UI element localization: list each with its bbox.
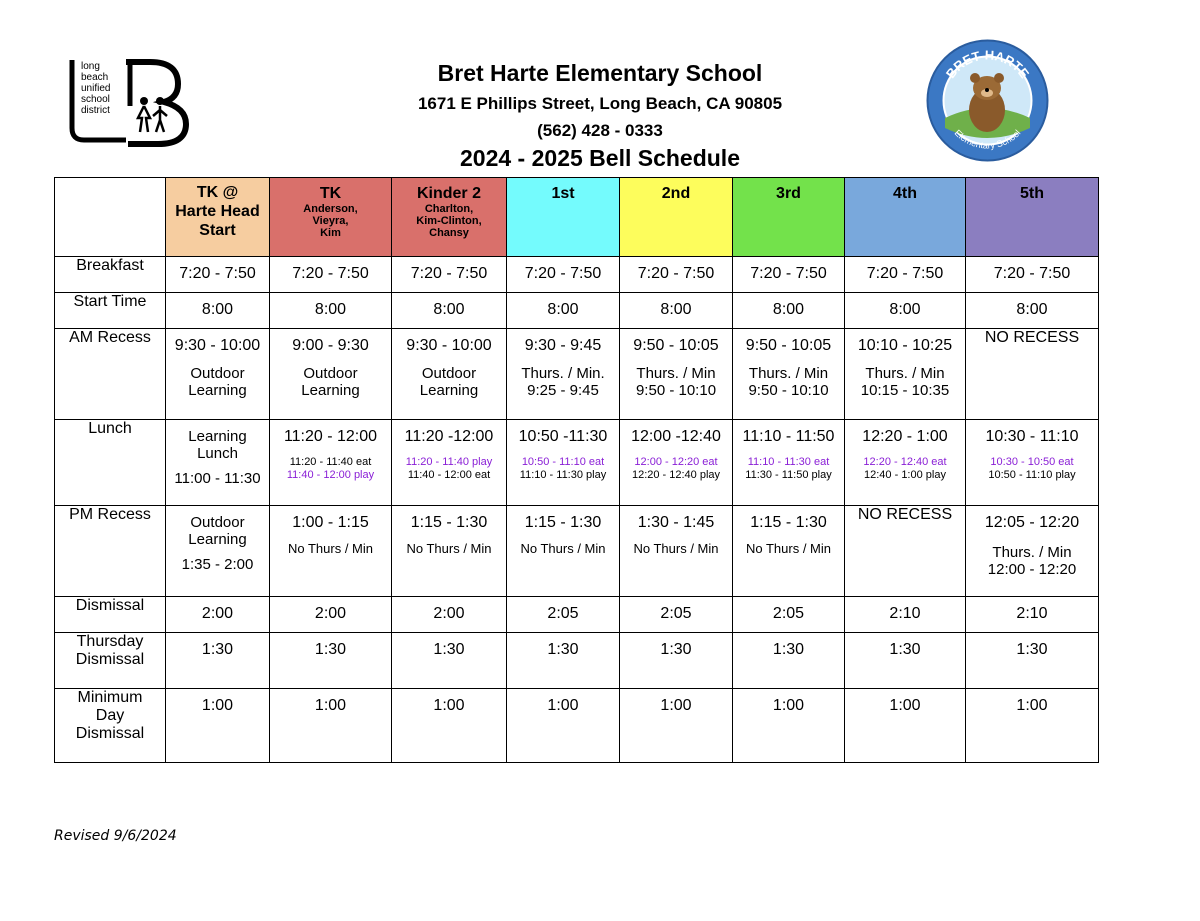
revised-date: Revised 9/6/2024 xyxy=(54,828,177,844)
cell: 1:15 - 1:30 No Thurs / Min xyxy=(392,506,507,597)
cell: 1:30 xyxy=(392,633,507,689)
cell: 2:05 xyxy=(733,597,845,633)
cell: 7:20 - 7:50 xyxy=(966,257,1099,293)
cell: 8:00 xyxy=(392,293,507,329)
school-name: Bret Harte Elementary School xyxy=(437,60,763,86)
cell: 2:00 xyxy=(166,597,270,633)
cell: 8:00 xyxy=(270,293,392,329)
cell: 11:20 - 12:00 11:20 - 11:40 eat 11:40 - 12:00 play xyxy=(270,420,392,506)
row-label-lunch: Lunch xyxy=(55,420,166,506)
cell: 1:15 - 1:30 No Thurs / Min xyxy=(733,506,845,597)
cell: 11:20 -12:00 11:20 - 11:40 play 11:40 - 12:00 eat xyxy=(392,420,507,506)
cell: 1:30 xyxy=(166,633,270,689)
col-header-4th: 4th xyxy=(845,178,966,257)
cell: 1:30 xyxy=(507,633,620,689)
cell: 12:20 - 1:00 12:20 - 12:40 eat 12:40 - 1:00 play xyxy=(845,420,966,506)
cell-no-recess: NO RECESS xyxy=(966,329,1099,420)
cell: 2:05 xyxy=(507,597,620,633)
row-label-minimum-day-dismissal: Minimum Day Dismissal xyxy=(55,689,166,763)
school-crest-logo xyxy=(925,38,1050,163)
cell: 9:30 - 10:00 Outdoor Learning xyxy=(166,329,270,420)
cell: 12:00 -12:40 12:00 - 12:20 eat 12:20 - 12:40 play xyxy=(620,420,733,506)
lbusd-logo-text: long beach unified school district xyxy=(81,61,111,116)
cell: 1:00 xyxy=(270,689,392,763)
row-label-breakfast: Breakfast xyxy=(55,257,166,293)
cell: 8:00 xyxy=(733,293,845,329)
cell: 1:00 xyxy=(392,689,507,763)
cell: 9:30 - 10:00 Outdoor Learning xyxy=(392,329,507,420)
row-thursday-dismissal xyxy=(55,633,1099,689)
row-label-thursday-dismissal: Thursday Dismissal xyxy=(55,633,166,689)
cell: 12:05 - 12:20 Thurs. / Min 12:00 - 12:20 xyxy=(966,506,1099,597)
cell: 8:00 xyxy=(966,293,1099,329)
cell: 1:00 - 1:15 No Thurs / Min xyxy=(270,506,392,597)
cell: 9:00 - 9:30 Outdoor Learning xyxy=(270,329,392,420)
cell: 2:00 xyxy=(270,597,392,633)
col-header-tk: TK Anderson, Vieyra, Kim xyxy=(270,178,392,257)
svg-text:Elementary School: Elementary School xyxy=(952,127,1023,151)
cell: 10:50 -11:30 10:50 - 11:10 eat 11:10 - 11:30 play xyxy=(507,420,620,506)
col-header-5th: 5th xyxy=(966,178,1099,257)
schedule-title: 2024 - 2025 Bell Schedule xyxy=(460,145,740,171)
cell: 1:00 xyxy=(733,689,845,763)
cell: 10:30 - 11:10 10:30 - 10:50 eat 10:50 - 11:10 play xyxy=(966,420,1099,506)
cell: 9:30 - 9:45 Thurs. / Min. 9:25 - 9:45 xyxy=(507,329,620,420)
cell: 7:20 - 7:50 xyxy=(620,257,733,293)
cell: 2:05 xyxy=(620,597,733,633)
cell: 9:50 - 10:05 Thurs. / Min 9:50 - 10:10 xyxy=(733,329,845,420)
col-header-kinder2: Kinder 2 Charlton, Kim-Clinton, Chansy xyxy=(392,178,507,257)
cell: 8:00 xyxy=(166,293,270,329)
cell: 8:00 xyxy=(507,293,620,329)
row-start-time xyxy=(55,293,1099,329)
cell: 1:30 xyxy=(845,633,966,689)
row-label-pm-recess: PM Recess xyxy=(55,506,166,597)
header-row xyxy=(55,178,1099,257)
cell: 1:30 xyxy=(966,633,1099,689)
row-pm-recess xyxy=(55,506,1099,597)
cell-no-recess: NO RECESS xyxy=(845,506,966,597)
row-dismissal xyxy=(55,597,1099,633)
cell: 7:20 - 7:50 xyxy=(507,257,620,293)
row-breakfast xyxy=(55,257,1099,293)
cell: 7:20 - 7:50 xyxy=(270,257,392,293)
school-address: 1671 E Phillips Street, Long Beach, CA 90805 xyxy=(417,94,783,113)
row-label-am-recess: AM Recess xyxy=(55,329,166,420)
cell: 11:10 - 11:50 11:10 - 11:30 eat 11:30 - 11:50 play xyxy=(733,420,845,506)
col-header-1st: 1st xyxy=(507,178,620,257)
cell: 2:10 xyxy=(845,597,966,633)
cell: 1:00 xyxy=(166,689,270,763)
row-lunch xyxy=(55,420,1099,506)
row-label-start-time: Start Time xyxy=(55,293,166,329)
document-header xyxy=(0,0,1200,175)
cell: 2:00 xyxy=(392,597,507,633)
cell: 1:30 xyxy=(620,633,733,689)
cell: 7:20 - 7:50 xyxy=(166,257,270,293)
cell: 1:00 xyxy=(620,689,733,763)
cell: 2:10 xyxy=(966,597,1099,633)
cell: 1:00 xyxy=(966,689,1099,763)
cell: 9:50 - 10:05 Thurs. / Min 9:50 - 10:10 xyxy=(620,329,733,420)
col-header-tk-harte: TK @ Harte Head Start xyxy=(166,178,270,257)
cell: 1:30 xyxy=(270,633,392,689)
bell-schedule-table xyxy=(54,177,1099,763)
cell: 8:00 xyxy=(620,293,733,329)
cell: 7:20 - 7:50 xyxy=(392,257,507,293)
cell: Learning Lunch 11:00 - 11:30 xyxy=(166,420,270,506)
cell: 1:00 xyxy=(507,689,620,763)
cell: Outdoor Learning 1:35 - 2:00 xyxy=(166,506,270,597)
cell: 1:15 - 1:30 No Thurs / Min xyxy=(507,506,620,597)
col-header-3rd: 3rd xyxy=(733,178,845,257)
cell: 10:10 - 10:25 Thurs. / Min 10:15 - 10:35 xyxy=(845,329,966,420)
cell: 7:20 - 7:50 xyxy=(733,257,845,293)
row-label-dismissal: Dismissal xyxy=(55,597,166,633)
row-minimum-day-dismissal xyxy=(55,689,1099,763)
row-am-recess xyxy=(55,329,1099,420)
school-phone: (562) 428 - 0333 xyxy=(537,121,663,140)
header-corner xyxy=(55,178,166,257)
cell: 1:30 - 1:45 No Thurs / Min xyxy=(620,506,733,597)
cell: 8:00 xyxy=(845,293,966,329)
cell: 1:00 xyxy=(845,689,966,763)
svg-text:BRET HARTE: BRET HARTE xyxy=(942,47,1033,82)
cell: 1:30 xyxy=(733,633,845,689)
cell: 7:20 - 7:50 xyxy=(845,257,966,293)
col-header-2nd: 2nd xyxy=(620,178,733,257)
